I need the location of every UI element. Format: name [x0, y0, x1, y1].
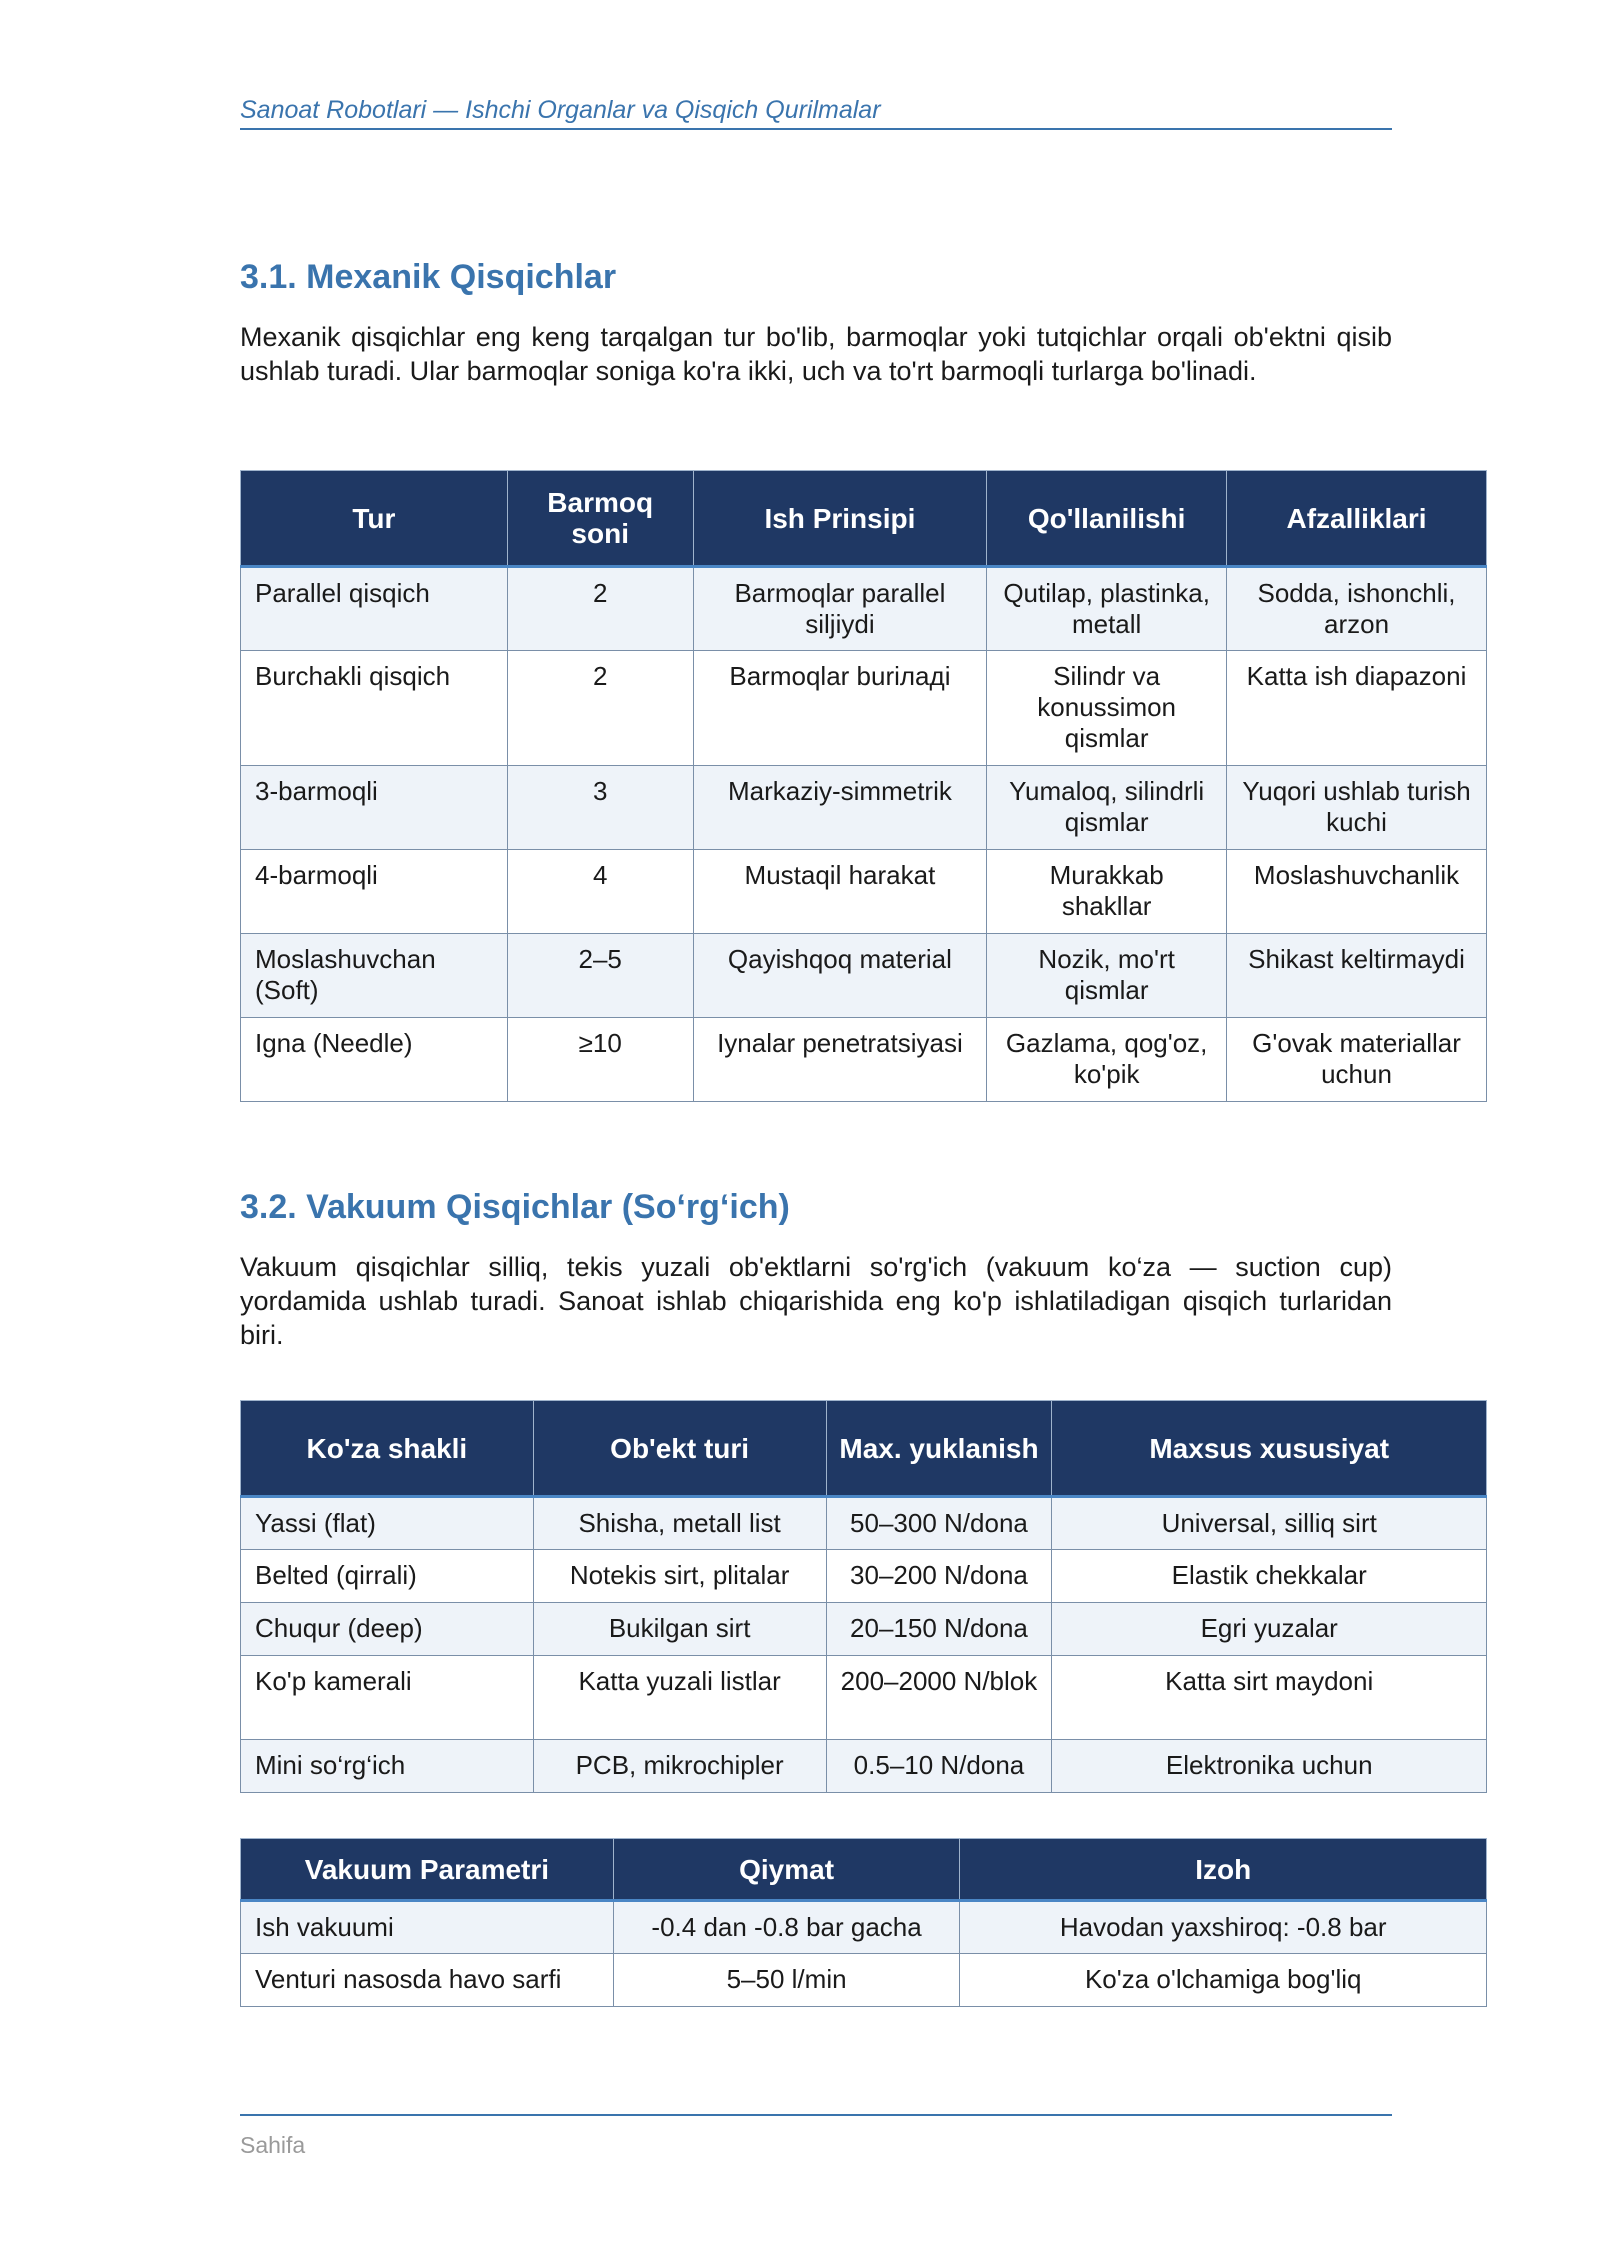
table-row	[241, 766, 1487, 850]
table-cell: Ish vakuumi	[241, 1901, 614, 1954]
table-cell: Murakkab shakllar	[987, 850, 1227, 934]
table-header-row	[241, 1401, 1487, 1497]
table-row	[241, 1603, 1487, 1656]
table-row	[241, 1550, 1487, 1603]
table-row	[241, 1497, 1487, 1550]
table-row	[241, 1656, 1487, 1740]
table-cell: Silindr va konussimon qismlar	[987, 651, 1227, 766]
table-cell: Markaziy-simmetrik	[693, 766, 987, 850]
column-header-finger-count: Barmoq soni	[507, 471, 693, 567]
table-cell: Katta yuzali listlar	[533, 1656, 826, 1740]
table-row	[241, 1901, 1487, 1954]
table-cell: Parallel qisqich	[241, 567, 508, 651]
table-cell: 3-barmoqli	[241, 766, 508, 850]
column-header-parameter: Vakuum Parametri	[241, 1839, 614, 1901]
mechanical-grippers-table	[240, 470, 1487, 1102]
paragraph-mechanical: Mexanik qisqichlar eng keng tarqalgan tur bo'lib, barmoqlar yoki tutqichlar orqali ob'ektni qisib ushlab turadi. Ular barmoqlar soniga ko'ra ikki, uch va to'rt barmoqli turlarga bo'linadi.	[240, 322, 1392, 386]
table-cell: Barmoqlar buriладi	[693, 651, 987, 766]
table-cell: PCB, mikrochipler	[533, 1740, 826, 1793]
table-cell: 4	[507, 850, 693, 934]
table-cell: Egri yuzalar	[1052, 1603, 1487, 1656]
table-cell: Shisha, metall list	[533, 1497, 826, 1550]
column-header-advantages: Afzalliklari	[1227, 471, 1487, 567]
table-cell: 20–150 N/dona	[826, 1603, 1052, 1656]
table-row	[241, 567, 1487, 651]
table-cell: Shikast keltirmaydi	[1227, 934, 1487, 1018]
table-cell: Yassi (flat)	[241, 1497, 534, 1550]
running-header-text: Sanoat Robotlari — Ishchi Organlar va Qisqich Qurilmalar	[240, 96, 881, 124]
table-cell: Belted (qirrali)	[241, 1550, 534, 1603]
column-header-max-load: Max. yuklanish	[826, 1401, 1052, 1497]
table-cell: 50–300 N/dona	[826, 1497, 1052, 1550]
table-cell: Igna (Needle)	[241, 1018, 508, 1102]
footer-page-label: Sahifa	[240, 2132, 306, 2158]
table-cell: 3	[507, 766, 693, 850]
table-cell: 2–5	[507, 934, 693, 1018]
table-cell: Qutilap, plastinka, metall	[987, 567, 1227, 651]
table-cell: Sodda, ishonchli, arzon	[1227, 567, 1487, 651]
table-cell: 30–200 N/dona	[826, 1550, 1052, 1603]
table-cell: 4-barmoqli	[241, 850, 508, 934]
table-row	[241, 934, 1487, 1018]
column-header-application: Qo'llanilishi	[987, 471, 1227, 567]
table-cell: Elektronika uchun	[1052, 1740, 1487, 1793]
table-cell: Yuqori ushlab turish kuchi	[1227, 766, 1487, 850]
table-cell: Katta ish diapazoni	[1227, 651, 1487, 766]
table-row	[241, 850, 1487, 934]
table-cell: Ko'za o'lchamiga bog'liq	[960, 1954, 1487, 2007]
table-cell: 5–50 l/min	[613, 1954, 960, 2007]
table-row	[241, 1954, 1487, 2007]
table-row	[241, 1740, 1487, 1793]
page-header	[240, 92, 1392, 130]
table-cell: 2	[507, 567, 693, 651]
column-header-principle: Ish Prinsipi	[693, 471, 987, 567]
table-cell: Ko'p kamerali	[241, 1656, 534, 1740]
table-cell: Mustaqil harakat	[693, 850, 987, 934]
table-cell: -0.4 dan -0.8 bar gacha	[613, 1901, 960, 1954]
column-header-value: Qiymat	[613, 1839, 960, 1901]
table-cell: 2	[507, 651, 693, 766]
column-header-cup-shape: Ko'za shakli	[241, 1401, 534, 1497]
table-cell: 0.5–10 N/dona	[826, 1740, 1052, 1793]
table-row	[241, 1018, 1487, 1102]
table-cell: Barmoqlar parallel siljiydi	[693, 567, 987, 651]
table-cell: Nozik, mo'rt qismlar	[987, 934, 1227, 1018]
column-header-type: Tur	[241, 471, 508, 567]
page-footer	[240, 2114, 1392, 2158]
table-cell: Havodan yaxshiroq: -0.8 bar	[960, 1901, 1487, 1954]
table-cell: Qayishqoq material	[693, 934, 987, 1018]
table-cell: Katta sirt maydoni	[1052, 1656, 1487, 1740]
table-cell: Yumaloq, silindrli qismlar	[987, 766, 1227, 850]
table-cell: Burchakli qisqich	[241, 651, 508, 766]
table-cell: Notekis sirt, plitalar	[533, 1550, 826, 1603]
table-header-row	[241, 471, 1487, 567]
column-header-object-type: Ob'ekt turi	[533, 1401, 826, 1497]
column-header-special-feature: Maxsus xususiyat	[1052, 1401, 1487, 1497]
paragraph-vacuum: Vakuum qisqichlar silliq, tekis yuzali ob'ektlarni so'rg'ich (vakuum ko‘za — suction cup) yordamida ushlab turadi. Sanoat ishlab chiqarishida eng ko'p ishlatiladigan qisqich turlaridan biri.	[240, 1252, 1392, 1350]
table-cell: 200–2000 N/blok	[826, 1656, 1052, 1740]
table-cell: Mini so‘rg‘ich	[241, 1740, 534, 1793]
table-cell: Chuqur (deep)	[241, 1603, 534, 1656]
table-row	[241, 651, 1487, 766]
table-header-row	[241, 1839, 1487, 1901]
table-cell: Elastik chekkalar	[1052, 1550, 1487, 1603]
table-cell: G'ovak materiallar uchun	[1227, 1018, 1487, 1102]
table-cell: Moslashuvchan (Soft)	[241, 934, 508, 1018]
table-cell: Iynalar penetratsiyasi	[693, 1018, 987, 1102]
table-cell: Gazlama, qog'oz, ko'pik	[987, 1018, 1227, 1102]
table-cell: ≥10	[507, 1018, 693, 1102]
vacuum-cups-table	[240, 1400, 1487, 1793]
table-cell: Bukilgan sirt	[533, 1603, 826, 1656]
table-cell: Universal, silliq sirt	[1052, 1497, 1487, 1550]
column-header-note: Izoh	[960, 1839, 1487, 1901]
section-title-mechanical: 3.1. Mexanik Qisqichlar	[240, 258, 617, 296]
section-title-vacuum: 3.2. Vakuum Qisqichlar (So‘rg‘ich)	[240, 1188, 790, 1226]
table-cell: Moslashuvchanlik	[1227, 850, 1487, 934]
table-cell: Venturi nasosda havo sarfi	[241, 1954, 614, 2007]
vacuum-parameters-table	[240, 1838, 1487, 2007]
